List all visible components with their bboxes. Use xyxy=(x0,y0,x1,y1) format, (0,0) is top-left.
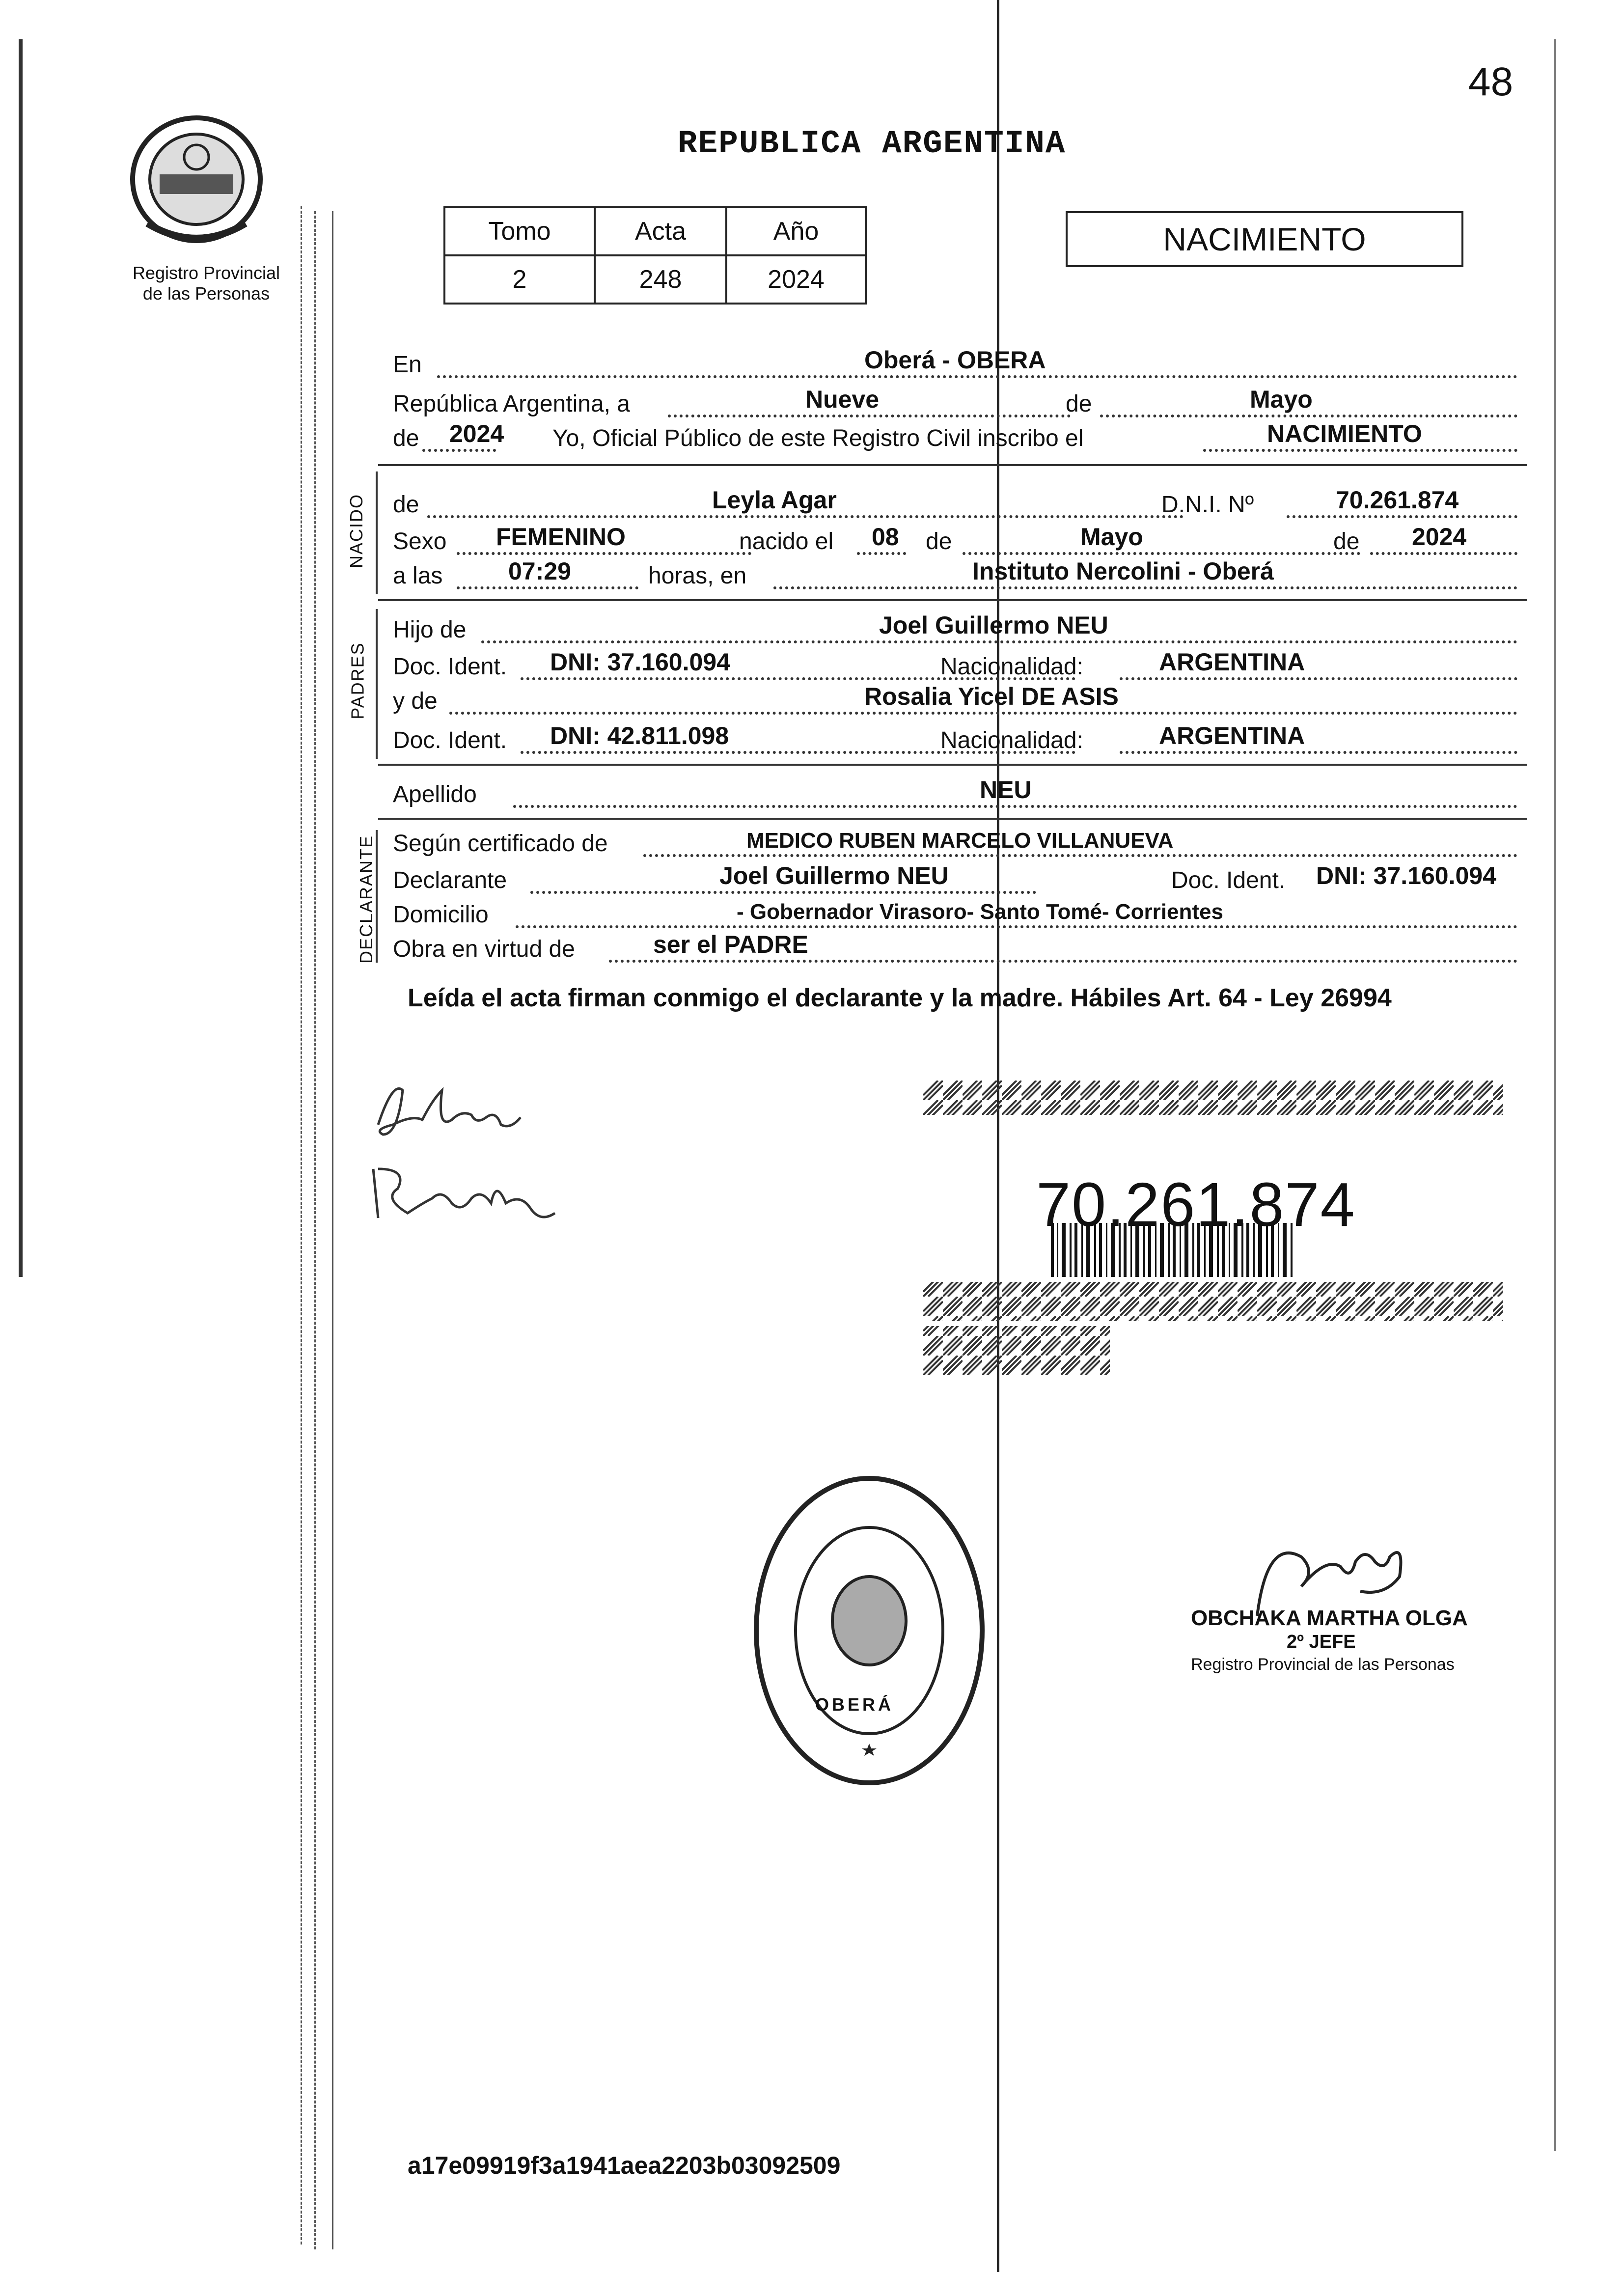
row-padre-doc: Doc. Ident. DNI: 37.160.094 Nacionalidad: ARGENTINA xyxy=(393,646,1525,683)
row-anio: de 2024 Yo, Oficial Público de este Registro Civil inscribo el NACIMIENTO xyxy=(393,417,1525,455)
tomo-label: Tomo xyxy=(444,207,595,255)
row-en: En Oberá - OBERA xyxy=(393,344,1525,381)
row-republica: República Argentina, a Nueve de Mayo xyxy=(393,383,1525,420)
tomo-acta-table xyxy=(443,206,867,305)
lugar-value: Instituto Nercolini - Oberá xyxy=(972,557,1274,585)
signer-registry: Registro Provincial de las Personas xyxy=(1191,1655,1455,1674)
row-hora: a las 07:29 horas, en Instituto Nercolini - Oberá xyxy=(393,555,1525,592)
margin-line xyxy=(301,206,302,2244)
padre-doc-value: DNI: 37.160.094 xyxy=(550,648,730,676)
side-label-padres: PADRES xyxy=(347,642,368,720)
row-obra: Obra en virtud de ser el PADRE xyxy=(393,928,1525,966)
declarante-value: Joel Guillermo NEU xyxy=(719,862,949,889)
madre-signature xyxy=(363,1149,570,1240)
anio-label: Año xyxy=(726,207,866,255)
official-seal xyxy=(746,1468,992,1795)
dia-value: Nueve xyxy=(805,386,880,413)
page-number: 48 xyxy=(1468,59,1514,104)
signer-role: 2º JEFE xyxy=(1287,1632,1356,1652)
inscribe-value: NACIMIENTO xyxy=(1267,420,1422,447)
right-margin-line xyxy=(1554,39,1556,2151)
nac-dia-value: 08 xyxy=(872,523,899,551)
padre-nac-value: ARGENTINA xyxy=(1159,648,1305,676)
anio-value: 2024 xyxy=(449,420,504,447)
row-certificado: Según certificado de MEDICO RUBEN MARCELO VILLANUEVA xyxy=(393,823,1525,860)
madre-nac-value: ARGENTINA xyxy=(1159,722,1305,749)
margin-line xyxy=(332,211,333,2249)
row-apellido: Apellido NEU xyxy=(393,774,1525,811)
registry-label: Registro Provincial de las Personas xyxy=(132,263,280,304)
certificado-value: MEDICO RUBEN MARCELO VILLANUEVA xyxy=(746,829,1174,853)
domicilio-value: - Gobernador Virasoro- Santo Tomé- Corrientes xyxy=(737,900,1223,924)
row-madre-doc: Doc. Ident. DNI: 42.811.098 Nacionalidad: ARGENTINA xyxy=(393,720,1525,757)
madre-doc-value: DNI: 42.811.098 xyxy=(550,722,729,749)
row-sexo: Sexo FEMENINO nacido el 08 de Mayo de 2024 xyxy=(393,521,1525,558)
row-declarante: Declarante Joel Guillermo NEU Doc. Ident. DNI: 37.160.094 xyxy=(393,862,1496,893)
document-hash: a17e09919f3a1941aea2203b03092509 xyxy=(408,2152,841,2179)
barcode-number: 70.261.874 xyxy=(1036,1170,1356,1239)
row-madre: y de Rosalia Yicel DE ASIS xyxy=(393,680,1525,718)
anio-value: 2024 xyxy=(726,255,866,304)
tomo-value: 2 xyxy=(444,255,595,304)
apellido-value: NEU xyxy=(980,776,1032,804)
padre-value: Joel Guillermo NEU xyxy=(879,611,1108,639)
row-padre: Hijo de Joel Guillermo NEU xyxy=(393,609,1525,646)
margin-line xyxy=(314,211,316,2249)
acta-label: Acta xyxy=(595,207,726,255)
hora-value: 07:29 xyxy=(508,557,571,585)
seal-city: OBERÁ xyxy=(815,1694,894,1715)
row-domicilio: Domicilio - Gobernador Virasoro- Santo Tomé- Corrientes xyxy=(393,894,1525,931)
declarante-signature xyxy=(363,1071,540,1152)
document-title: REPUBLICA ARGENTINA xyxy=(678,125,1066,162)
signer-name: OBCHAKA MARTHA OLGA xyxy=(1191,1606,1468,1630)
closing-text: Leída el acta firman conmigo el declarante y la madre. Hábiles Art. 64 - Ley 26994 xyxy=(408,984,1392,1012)
declarante-doc-value: DNI: 37.160.094 xyxy=(1316,862,1496,889)
scan-border xyxy=(19,39,23,1277)
nac-anio-value: 2024 xyxy=(1412,523,1467,551)
en-value: Oberá - OBERA xyxy=(864,346,1046,374)
mes-value: Mayo xyxy=(1250,386,1313,413)
obra-value: ser el PADRE xyxy=(653,931,808,958)
madre-value: Rosalia Yicel DE ASIS xyxy=(864,683,1119,710)
nac-mes-value: Mayo xyxy=(1080,523,1143,551)
record-type: NACIMIENTO xyxy=(1066,211,1463,267)
sexo-value: FEMENINO xyxy=(496,523,626,551)
side-label-declarante: DECLARANTE xyxy=(356,834,377,964)
side-label-nacido: NACIDO xyxy=(346,493,367,569)
nombre-value: Leyla Agar xyxy=(712,486,837,514)
acta-value: 248 xyxy=(595,255,726,304)
province-logo xyxy=(118,111,275,253)
row-nombre: de Leyla Agar D.N.I. Nº 70.261.874 xyxy=(393,484,1525,521)
dni-value: 70.261.874 xyxy=(1336,486,1459,514)
